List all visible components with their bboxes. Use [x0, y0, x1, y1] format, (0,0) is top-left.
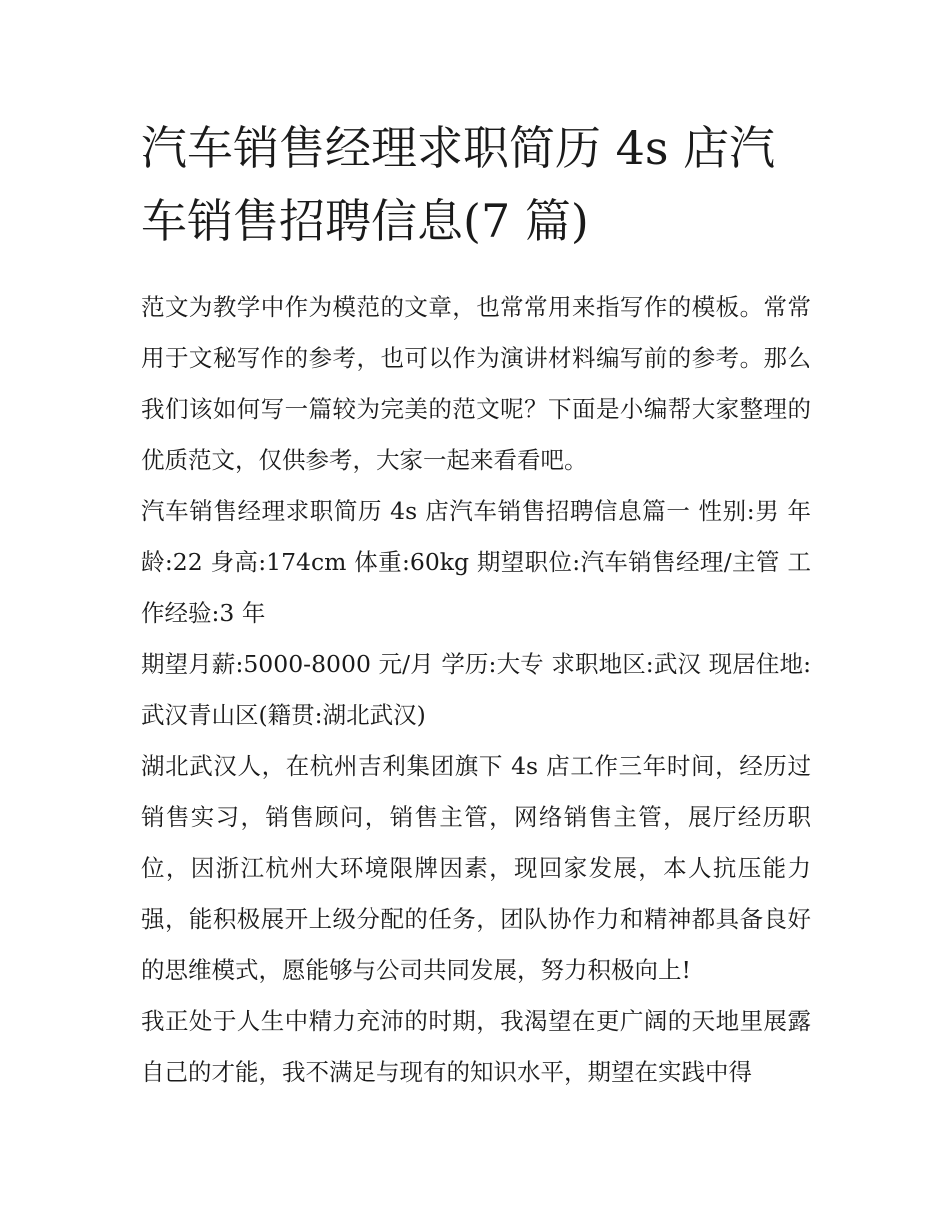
paragraph-self-evaluation: 湖北武汉人，在杭州吉利集团旗下 4s 店工作三年时间，经历过销售实习，销售顾问，销售主管，网络销售主管，展厅经历职位，因浙江杭州大环境限牌因素，现回家发展，本人抗压能力强，能积极展开上级分配的任务，团队协作力和精神都具备良好的思维模式，愿能够与公司共同发展，努力积极向上!	[141, 752, 811, 984]
document-title: 汽车销售经理求职简历 4s 店汽车销售招聘信息(7 篇)	[141, 121, 776, 248]
document-page	[141, 112, 811, 1098]
paragraph-basic-info: 汽车销售经理求职简历 4s 店汽车销售招聘信息篇一 性别:男 年龄:22 身高:174cm 体重:60kg 期望职位:汽车销售经理/主管 工作经验:3 年	[141, 497, 811, 627]
paragraph-intro: 范文为教学中作为模范的文章，也常常用来指写作的模板。常常用于文秘写作的参考，也可以作为演讲材料编写前的参考。那么我们该如何写一篇较为完美的范文呢？下面是小编帮大家整理的优质范文，仅供参考，大家一起来看看吧。	[141, 293, 811, 474]
paragraph-expectations: 期望月薪:5000-8000 元/月 学历:大专 求职地区:武汉 现居住地:武汉青山区(籍贯:湖北武汉)	[141, 650, 811, 729]
paragraph-aspiration: 我正处于人生中精力充沛的时期，我渴望在更广阔的天地里展露自己的才能，我不满足与现有的知识水平，期望在实践中得	[141, 1007, 811, 1086]
